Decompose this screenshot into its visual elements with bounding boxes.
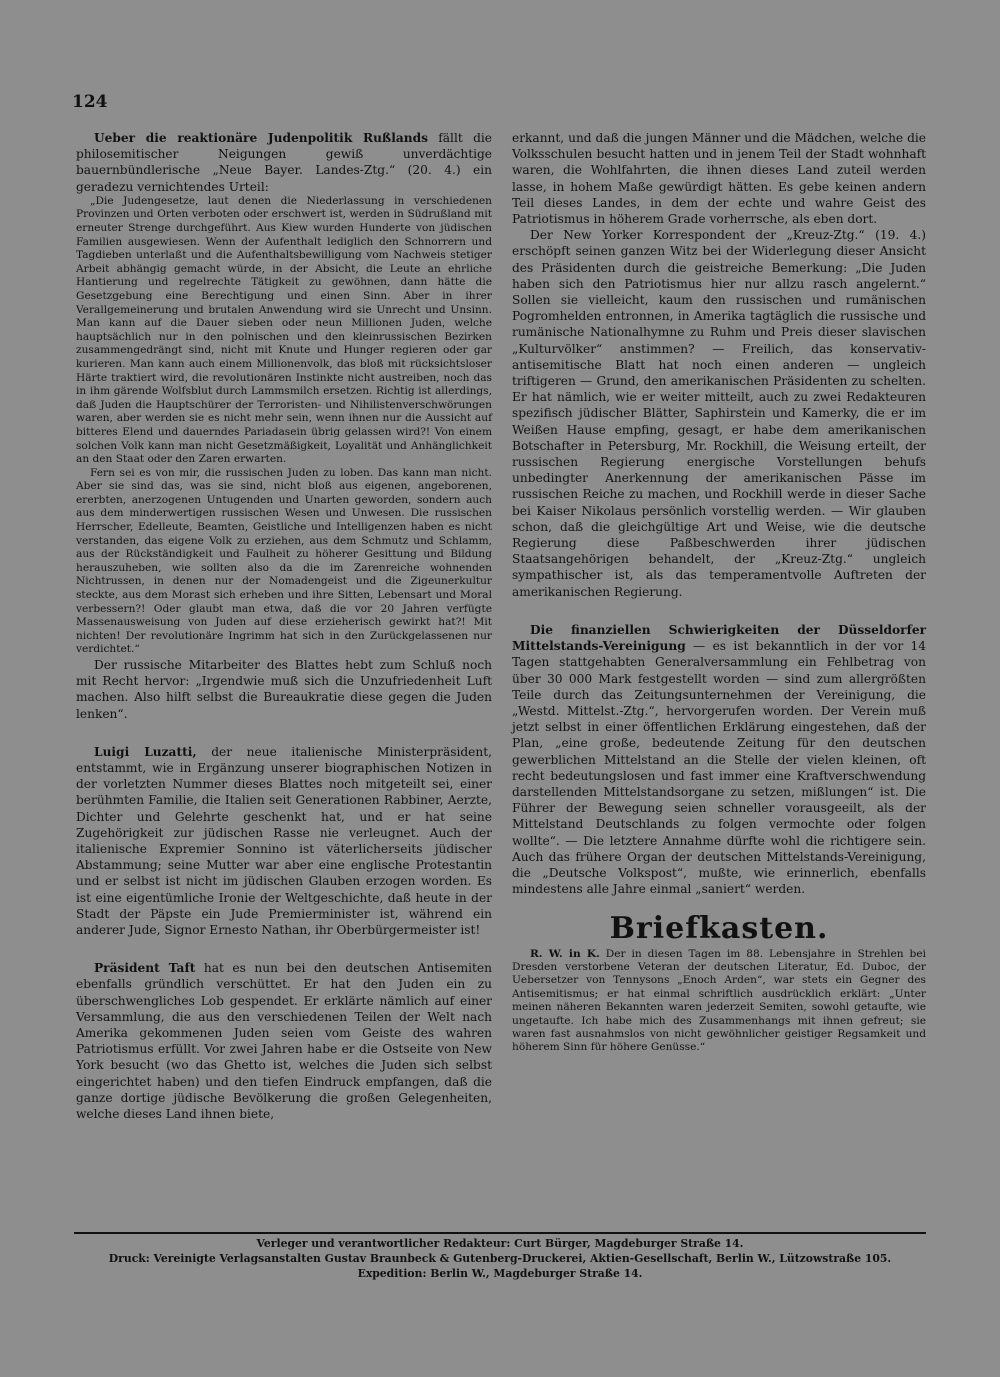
footer-rule — [74, 1232, 926, 1234]
left-column — [76, 130, 492, 1122]
page-number: 124 — [72, 92, 108, 112]
article-russia-intro — [76, 130, 492, 195]
article-russia-closing: Der russische Mitarbeiter des Blattes hebt zum Schluß noch mit Recht hervor: „Irgendwie muß sich die Unzufriedenheit Luft machen. Also hilft selbst die Bureaukratie diese gegen die Juden lenken“. — [76, 658, 492, 721]
briefkasten-text: Der in diesen Tagen im 88. Lebensjahre in Strehlen bei Dresden verstorbene Veteran der deutschen Literatur, Ed. Duboc, der Uebersetzer von Tennysons „Enoch Arden“, war stets ein Gegner des Antisemitismus; er hat einmal schriftlich ausdrücklich erklärt: „Unter meinen näheren Bekannten waren jederzeit Semiten, sowohl getaufte, wie ungetaufte. Ich habe mich des Zusammenhangs mit ihnen gefreut; sie waren fast ausnahmslos von nicht gewöhnlicher geistiger Regsamkeit und höherem Sinn für höhere Genüsse.“ — [512, 947, 926, 1054]
quote-paragraph: Fern sei es von mir, die russischen Juden zu loben. Das kann man nicht. Aber sie sind das, was sie sind, nicht bloß aus eigenen, angeborenen, ererbten, anerzogenen Untugenden und Unarten geworden, sondern auch aus dem minderwertigen russischen Wesen und Unwesen. Die russischen Herrscher, Edelleute, Beamten, Geistliche und Intelligenzen haben es nicht verstanden, das eigene Volk zu erziehen, aus dem Schmutz und Schlamm, aus der Rückständigkeit und Faulheit zu höherer Gesittung und Bildung herauszuheben, wie sollten also da die im Zarenreiche wohnenden Nichtrussen, in denen nur der Nomadengeist und die Zigeunerkultur steckte, aus dem Morast sich erheben und ihre Sitten, Lebensart und Moral verbessern?! Oder glaubt man etwa, daß die vor 20 Jahren verfügte Massenausweisung von Juden auf diese erzieherisch gewirkt hat?! Mit nichten! Der revolutionäre Ingrimm hat sich in den Zurückgelassenen nur verdichtet.“ — [76, 466, 492, 656]
article-taft-text: hat es nun bei den deutschen Antisemiten ebenfalls gründlich verschüttet. Er hat den Juden ein zu überschwengliches Lob gespendet. Er erklärte nämlich auf einer Versammlung, die aus den verschiedenen Teilen der Welt nach Amerika gekommenen Juden seien vom Geiste des wahren Patriotismus erfüllt. Vor zwei Jahren habe er die Ostseite von New York besucht (wo das Ghetto ist, welches die Juden sich selbst eingerichtet haben) und den tiefen Eindruck empfangen, daß die ganze dortige jüdische Bevölkerung die großen Gelegenheiten, welche dieses Land ihnen biete, — [76, 961, 492, 1122]
article-taft — [76, 960, 492, 1122]
article-russia-quote — [76, 195, 492, 657]
article-duesseldorf-lead: Die finanziellen Schwierigkeiten der Düsseldorfer Mittelstands-Vereinigung — [512, 622, 926, 654]
quote-paragraph: „Die Judengesetze, laut denen die Niederlassung in verschiedenen Provinzen und Orten verboten oder erschwert ist, werden in Südrußland mit erneuter Strenge durchgeführt. Aus Kiew wurden Hunderte von jüdischen Familien ausgewiesen. Wenn der Aufenthalt lediglich den Schnorrern und Tagdieben unterlaßt und die Aufenthaltsbewilligung vom Nachweis stetiger Arbeit abhängig gemacht würde, in der Absicht, die Leute an ehrliche Hantierung und regelrechte Tätigkeit zu gewöhnen, dann hätte die Gesetzgebung eine Berechtigung und einen Sinn. Aber in ihrer Verallgemeinerung und brutalen Anwendung wird sie Unrecht und Unsinn. Man kann auf die Dauer sieben oder neun Millionen Juden, welche hauptsächlich nur in den polnischen und den kleinrussischen Bezirken zusammengedrängt sind, nicht mit Knute und Hunger regieren oder gar kurieren. Man kann auch einem Millionenvolk, das bloß mit rücksichtsloser Härte traktiert wird, die revolutionären Instinkte nicht austreiben, noch das in ihm gärende Wolfsblut durch Lammsmilch ersetzen. Richtig ist allerdings, daß Juden die Hauptschürer der Terroristen- und Nihilistenverschwörungen waren, aber werden sie es nicht mehr sein, wenn ihnen nur die Aussicht auf bitteres Elend und dauerndes Pariadasein übrig gelassen wird?! Von einem solchen Volk kann man nicht Gesetzmäßigkeit, Loyalität und Anhänglichkeit an den Staat oder den Zaren erwarten. — [76, 194, 492, 466]
article-kreuz-ztg: Der New Yorker Korrespondent der „Kreuz-Ztg.“ (19. 4.) erschöpft seinen ganzen Witz bei der Widerlegung dieser Ansicht des Präsidenten durch die geistreiche Bemerkung: „Die Juden haben sich den Patriotismus hier nur allzu rasch angelernt.“ Sollen sie vielleicht, kaum den russischen und rumänischen Pogromhelden entronnen, in Amerika tagtäglich die russische und rumänische Nationalhymne zu Ruhm und Preis dieser slavischen „Kulturvölker“ anstimmen? — Freilich, das konservativ-antisemitische Blatt hat noch einen anderen — ungleich triftigeren — Grund, den amerikanischen Präsidenten zu schelten. Er hat nämlich, wie er weiter mitteilt, auch zu zwei Redakteuren spezifisch jüdischer Blätter, Saphirstein und Kamerky, die er im Weißen Hause empfing, gesagt, er habe dem amerikanischen Botschafter in Petersburg, Mr. Rockhill, die Weisung erteilt, der russischen Regierung energische Vorstellungen behufs unbedingter Anerkennung der amerikanischen Pässe im russischen Reiche zu machen, und Rockhill werde in dieser Sache bei Kaiser Nikolaus persönlich vorstellig werden. — Wir glauben schon, daß die gleichgültige Art und Weise, wie die deutsche Regierung diese Paßbeschwerden ihrer jüdischen Staatsangehörigen behandelt, der „Kreuz-Ztg.“ ungleich sympathischer ist, als das temperamentvolle Auftreten der amerikanischen Regierung. — [512, 228, 926, 599]
article-russia-intro-text: fällt die philosemitischer Neigungen gewiß unverdächtige bauernbündlerische „Neue Bayer. Landes-Ztg.“ (20. 4.) ein geradezu vernichtendes Urteil: — [76, 131, 492, 194]
article-luzatti-text: der neue italienische Ministerpräsident, entstammt, wie in Ergänzung unserer biographischen Notizen in der vorletzten Nummer dieses Blattes noch mitgeteilt sei, einer berühmten Familie, die Italien seit Generationen Rabbiner, Aerzte, Dichter und Gelehrte geschenkt hat, und er hat seine Zugehörigkeit zur jüdischen Rasse nie verleugnet. Auch der italienische Expremier Sonnino ist väterlicherseits jüdischer Abstammung; seine Mutter war aber eine englische Protestantin und er selbst ist nicht im jüdischen Glauben erzogen worden. Es ist eine eigentümliche Ironie der Weltgeschichte, daß heute in der Stadt der Päpste ein Jude Premierminister ist, während ein anderer Jude, Signor Ernesto Nathan, ihr Oberbürgermeister ist! — [76, 744, 492, 938]
article-taft-lead: Präsident Taft — [94, 961, 196, 976]
article-luzatti — [76, 744, 492, 938]
imprint-publisher: Verleger und verantwortlicher Redakteur: Curt Bürger, Magdeburger Straße 14. — [256, 1237, 744, 1250]
article-duesseldorf-text: — es ist bekanntlich in der vor 14 Tagen stattgehabten Generalversammlung ein Fehlbetrag von über 30 000 Mark festgestellt worden — sind zum allergrößten Teile durch das Zeitungsunternehmen der Vereinigung, die „Westd. Mittelst.-Ztg.“, hervorgerufen worden. Der Verein muß jetzt selbst in einer öffentlichen Erklärung eingestehen, daß der Plan, „eine große, bedeutende Zeitung für den deutschen gewerblichen Mittelstand an die Stelle der vielen kleinen, oft recht bedeutungslosen und fast immer eine Kraftverschwendung darstellenden Mittelstandsorgane zu setzen, mißlungen“ ist. Die Führer der Bewegung seien schneller vorausgeeilt, als der Mittelstand Deutschlands zu folgen vermochte oder folgen wollte“. — Die letztere Annahme dürfte wohl die richtigere sein. Auch das frühere Organ der deutschen Mittelstands-Vereinigung, die „Deutsche Volkspost“, mußte, wie erinnerlich, ebenfalls mindestens alle Jahre einmal „saniert“ werden. — [512, 639, 926, 897]
article-russia-lead: Ueber die reaktionäre Judenpolitik Rußlands — [94, 131, 428, 145]
article-taft-continuation: erkannt, und daß die jungen Männer und die Mädchen, welche die Volksschulen besucht hatten und in jenem Teil der Stadt wohnhaft waren, die Wohlfahrten, die ihnen dieses Land zuteil werden lasse, in hohem Maße gewürdigt hätten. Es gebe keinen andern Teil dieses Landes, in dem der echte und wahre Geist des Patriotismus in höherem Grade vorherrsche, als eben dort. — [512, 131, 926, 227]
right-column — [512, 130, 926, 1055]
imprint-expedition: Expedition: Berlin W., Magdeburger Straße 14. — [357, 1267, 643, 1280]
article-luzatti-lead: Luigi Luzatti, — [94, 744, 197, 759]
briefkasten-heading: Briefkasten. — [609, 911, 829, 947]
briefkasten-entry — [512, 948, 926, 1055]
imprint-printer: Druck: Vereinigte Verlagsanstalten Gustav Braunbeck & Gutenberg-Druckerei, Aktien-Gesellschaft, Berlin W., Lützowstraße 105. — [108, 1252, 892, 1265]
briefkasten-lead: R. W. in K. — [530, 947, 600, 960]
article-duesseldorf — [512, 622, 926, 897]
imprint — [74, 1236, 926, 1281]
